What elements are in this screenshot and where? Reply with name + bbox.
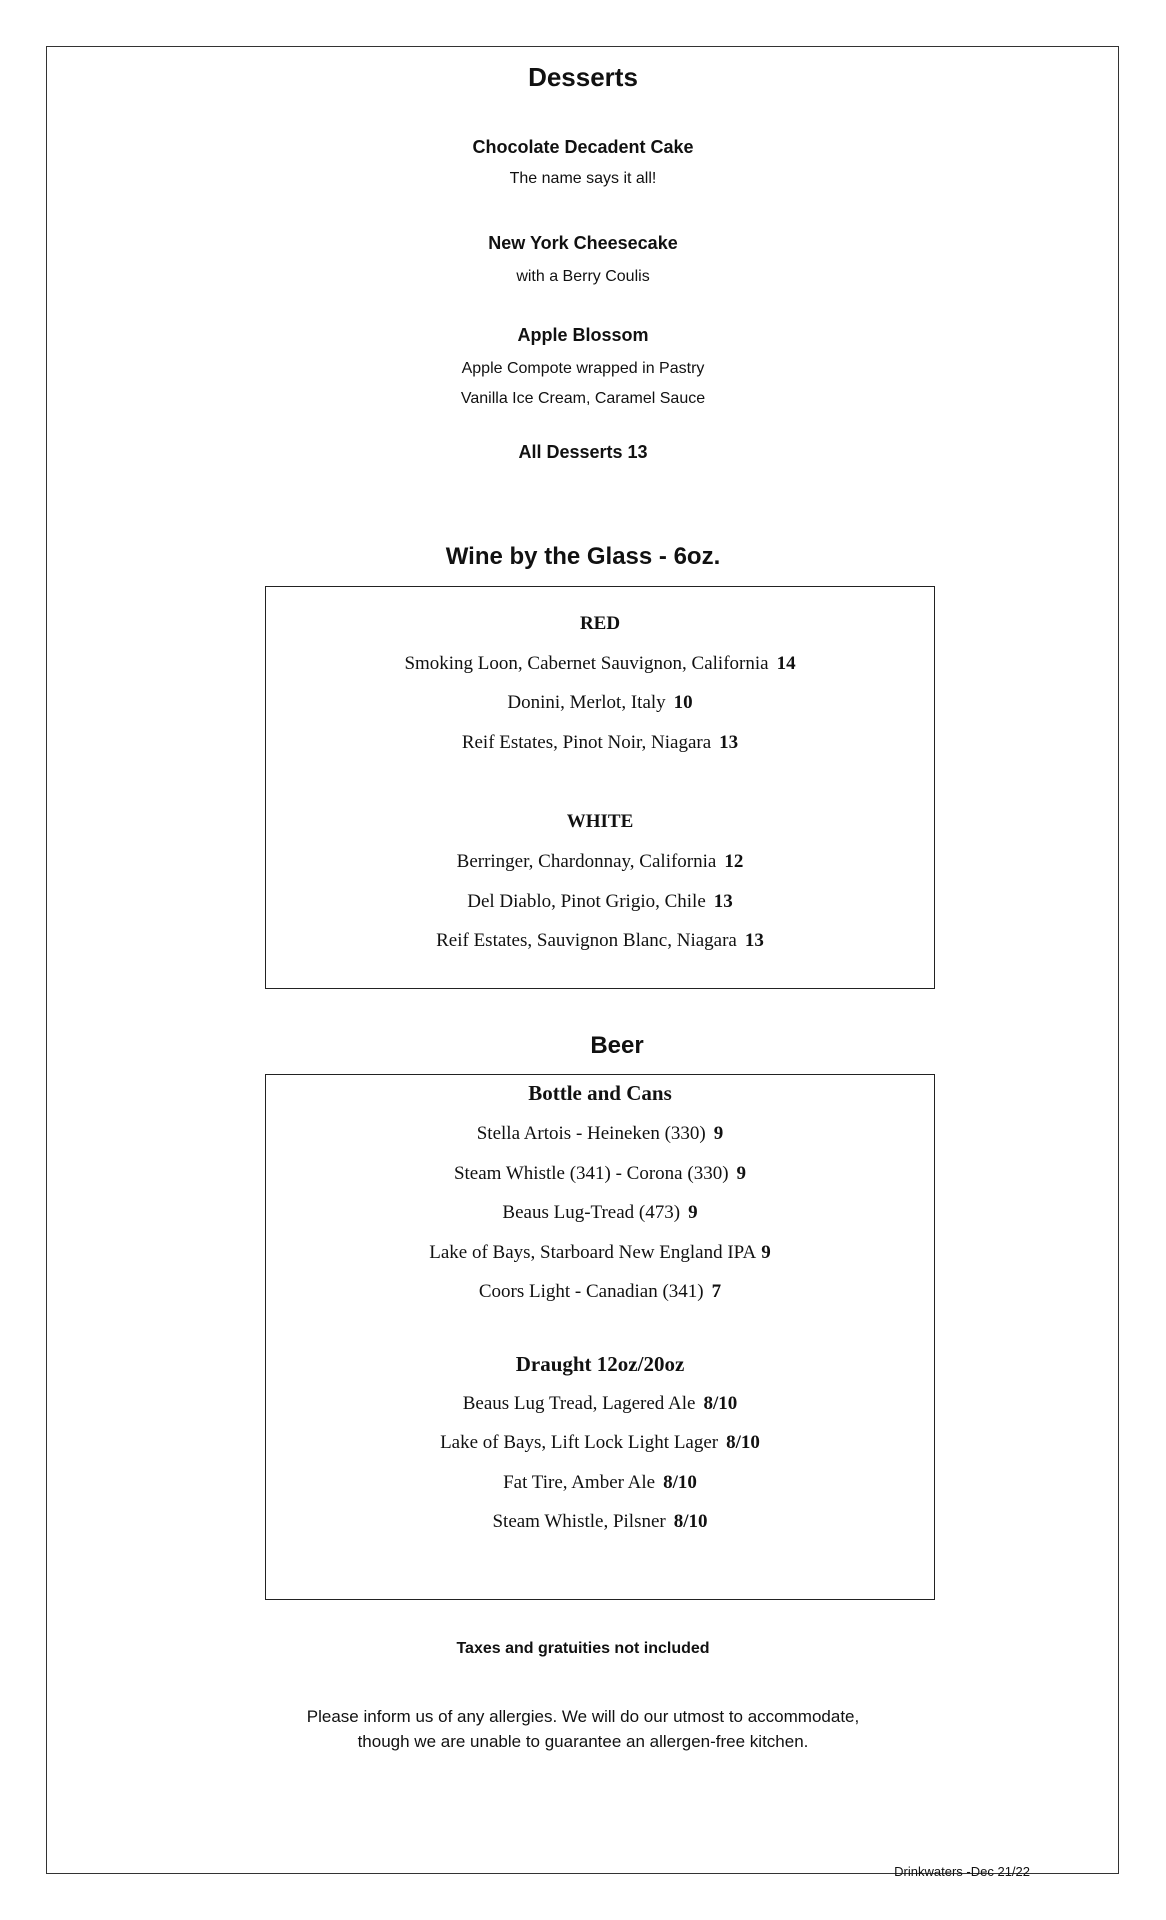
wine-white-heading: WHITE xyxy=(566,811,634,832)
wine-box xyxy=(265,586,935,989)
wine-red-item-2 xyxy=(266,692,934,714)
beer-draught-item-2 xyxy=(266,1432,934,1454)
beer-bottle-item-2-name: Steam Whistle (341) - Corona (330) xyxy=(453,1163,729,1184)
beer-bottle-item-4-price: 9 xyxy=(761,1242,771,1263)
wine-white-item-2-price: 13 xyxy=(713,891,733,912)
dessert-desc-2: with a Berry Coulis xyxy=(516,268,650,285)
beer-bottle-item-1-name: Stella Artois - Heineken (330) xyxy=(476,1123,706,1144)
beer-bottle-item-2 xyxy=(266,1163,934,1185)
desserts-title: Desserts xyxy=(528,62,638,92)
desserts-price-note: All Desserts 13 xyxy=(518,442,648,462)
beer-bottle-item-1 xyxy=(266,1123,934,1145)
beer-draught-item-3 xyxy=(266,1472,934,1494)
beer-bottle-item-5-price: 7 xyxy=(711,1281,722,1302)
allergy-note-line-2: though we are unable to guarantee an allergen-free kitchen. xyxy=(357,1732,809,1751)
wine-red-heading: RED xyxy=(579,613,621,634)
wine-red-item-3 xyxy=(266,732,934,754)
dessert-name-3: Apple Blossom xyxy=(517,325,649,345)
footer-note: Drinkwaters -Dec 21/22 xyxy=(894,1864,1030,1879)
beer-bottle-item-3 xyxy=(266,1202,934,1224)
beer-draught-item-4-name: Steam Whistle, Pilsner xyxy=(492,1511,666,1532)
beer-draught-item-1 xyxy=(266,1393,934,1415)
wine-white-item-3-name: Reif Estates, Sauvignon Blanc, Niagara xyxy=(436,930,737,951)
beer-bottle-item-5 xyxy=(266,1281,934,1303)
beer-bottle-item-5-name: Coors Light - Canadian (341) xyxy=(478,1281,704,1302)
beer-draught-item-1-price: 8/10 xyxy=(703,1393,738,1414)
allergy-note-line-1: Please inform us of any allergies. We will do our utmost to accommodate, xyxy=(306,1707,860,1726)
dessert-name-1: Chocolate Decadent Cake xyxy=(472,137,694,157)
dessert-desc-3b: Vanilla Ice Cream, Caramel Sauce xyxy=(460,390,706,407)
beer-draught-item-3-price: 8/10 xyxy=(663,1472,697,1493)
wine-red-item-2-name: Donini, Merlot, Italy xyxy=(507,692,666,713)
beer-box xyxy=(265,1074,935,1600)
beer-title: Beer xyxy=(590,1032,644,1059)
beer-bottles-heading: Bottle and Cans xyxy=(528,1081,672,1105)
wine-white-item-1 xyxy=(266,851,934,873)
wine-red-item-3-price: 13 xyxy=(719,732,739,753)
beer-bottle-item-3-name: Beaus Lug-Tread (473) xyxy=(502,1202,681,1223)
beer-draught-item-2-name: Lake of Bays, Lift Lock Light Lager xyxy=(440,1432,719,1453)
beer-draught-item-4-price: 8/10 xyxy=(673,1511,708,1532)
wine-title: Wine by the Glass - 6oz. xyxy=(445,543,721,570)
taxes-note: Taxes and gratuities not included xyxy=(456,1640,710,1657)
wine-red-item-1-price: 14 xyxy=(776,653,796,674)
wine-white-item-1-name: Berringer, Chardonnay, California xyxy=(456,851,717,872)
wine-white-item-2 xyxy=(266,891,934,913)
beer-bottle-item-4-name: Lake of Bays, Starboard New England IPA xyxy=(429,1242,757,1263)
wine-red-item-3-name: Reif Estates, Pinot Noir, Niagara xyxy=(461,732,712,753)
beer-draught-item-2-price: 8/10 xyxy=(726,1432,760,1453)
beer-bottle-item-1-price: 9 xyxy=(713,1123,724,1144)
dessert-desc-3a: Apple Compote wrapped in Pastry xyxy=(461,360,705,377)
beer-bottle-item-3-price: 9 xyxy=(688,1202,698,1223)
beer-draught-item-1-name: Beaus Lug Tread, Lagered Ale xyxy=(462,1393,696,1414)
beer-draught-heading: Draught 12oz/20oz xyxy=(515,1352,685,1376)
beer-draught-item-3-name: Fat Tire, Amber Ale xyxy=(503,1472,656,1493)
wine-white-item-2-name: Del Diablo, Pinot Grigio, Chile xyxy=(467,891,706,912)
wine-red-item-1 xyxy=(266,653,934,675)
wine-white-item-3 xyxy=(266,930,934,952)
dessert-desc-1: The name says it all! xyxy=(509,170,657,187)
dessert-name-2: New York Cheesecake xyxy=(488,233,678,253)
wine-white-item-3-price: 13 xyxy=(744,930,764,951)
wine-red-item-2-price: 10 xyxy=(673,692,693,713)
wine-white-item-1-price: 12 xyxy=(724,851,744,872)
wine-red-item-1-name: Smoking Loon, Cabernet Sauvignon, California xyxy=(404,653,769,674)
beer-draught-item-4 xyxy=(266,1511,934,1533)
beer-bottle-item-4 xyxy=(266,1242,934,1264)
beer-bottle-item-2-price: 9 xyxy=(736,1163,747,1184)
